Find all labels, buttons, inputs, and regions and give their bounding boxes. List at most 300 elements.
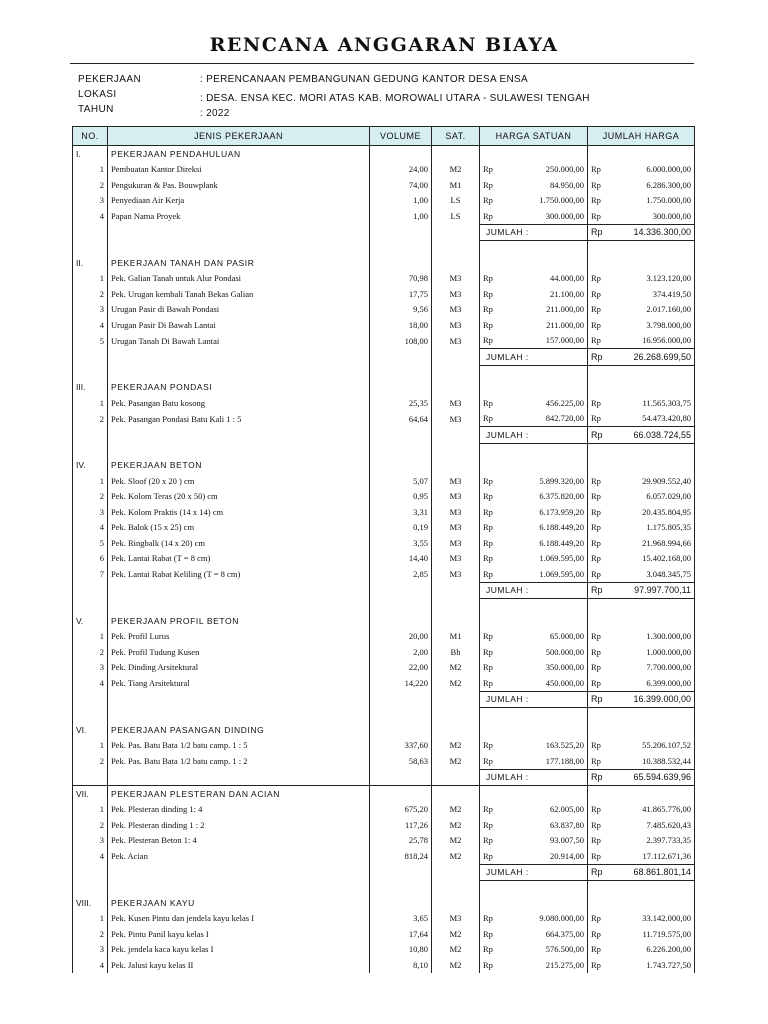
item-unit-price (480, 942, 588, 958)
item-description: Pek. Plesteran dinding 1: 4 (108, 802, 370, 818)
item-description: Urugan Tanah Di Bawah Lantai (108, 333, 370, 349)
total-price-amount: 6.000.000,00 (646, 164, 691, 175)
item-number: 3 (73, 302, 108, 318)
item-unit: Bh (432, 644, 480, 660)
section-total-currency: Rp (591, 227, 603, 238)
total-price-amount: 7.700.000,00 (646, 662, 691, 673)
item-total-price (588, 177, 695, 193)
unit-price-currency: Rp (483, 491, 493, 502)
item-number: 2 (73, 926, 108, 942)
spacer-row (73, 241, 695, 256)
section-total-amount: 26.268.699,50 (633, 351, 691, 362)
item-unit-price (480, 802, 588, 818)
item-total-price (588, 162, 695, 178)
unit-price-currency: Rp (483, 522, 493, 533)
total-price-currency: Rp (591, 553, 601, 564)
header-jumlah-harga: JUMLAH HARGA (588, 127, 695, 146)
empty-cell (370, 895, 432, 911)
unit-price-amount: 1.069.595,00 (539, 568, 584, 579)
item-unit-price (480, 926, 588, 942)
item-unit-price (480, 675, 588, 691)
section-number: V. (73, 613, 108, 629)
unit-price-amount: 1.069.595,00 (539, 553, 584, 564)
total-price-currency: Rp (591, 944, 601, 955)
unit-price-amount: 300.000,00 (545, 210, 584, 221)
item-description: Pek. Kolom Praktis (14 x 14) cm (108, 504, 370, 520)
empty-cell (370, 864, 432, 881)
section-total-label: JUMLAH : (480, 349, 588, 366)
table-row (73, 489, 695, 505)
empty-cell (432, 349, 480, 366)
unit-price-amount: 21.100,00 (550, 288, 584, 299)
item-unit: M2 (432, 942, 480, 958)
unit-price-currency: Rp (483, 288, 493, 299)
total-price-currency: Rp (591, 677, 601, 688)
unit-price-currency: Rp (483, 319, 493, 330)
item-description: Pek. Kusen Pintu dan jendela kayu kelas I (108, 911, 370, 927)
item-volume: 14,40 (370, 551, 432, 567)
item-total-price (588, 957, 695, 973)
section-header-row (73, 722, 695, 738)
empty-cell (432, 458, 480, 474)
empty-cell (480, 722, 588, 738)
item-volume: 1,00 (370, 193, 432, 209)
item-unit: M3 (432, 317, 480, 333)
table-row (73, 753, 695, 769)
header-jenis-pekerjaan: JENIS PEKERJAAN (108, 127, 370, 146)
section-number: VIII. (73, 895, 108, 911)
table-row (73, 629, 695, 645)
item-number: 1 (73, 473, 108, 489)
section-title: PEKERJAAN PASANGAN DINDING (108, 722, 370, 738)
empty-cell (73, 708, 108, 723)
section-total-currency: Rp (591, 867, 603, 878)
empty-cell (480, 881, 588, 896)
item-unit: M3 (432, 535, 480, 551)
empty-cell (370, 691, 432, 708)
table-row (73, 473, 695, 489)
table-row (73, 177, 695, 193)
empty-cell (73, 241, 108, 256)
item-total-price (588, 193, 695, 209)
unit-price-amount: 6.188.449,20 (539, 522, 584, 533)
table-row (73, 675, 695, 691)
item-total-price (588, 911, 695, 927)
empty-cell (588, 599, 695, 614)
empty-cell (370, 255, 432, 271)
item-description: Pek. Profil Lurus (108, 629, 370, 645)
item-number: 3 (73, 193, 108, 209)
total-price-currency: Rp (591, 195, 601, 206)
empty-cell (432, 146, 480, 162)
item-volume: 70,98 (370, 271, 432, 287)
section-number: VII. (73, 786, 108, 802)
item-unit-price (480, 473, 588, 489)
item-total-price (588, 551, 695, 567)
item-description: Pek. Ringbalk (14 x 20) cm (108, 535, 370, 551)
item-unit: M3 (432, 395, 480, 411)
empty-cell (432, 255, 480, 271)
item-number: 4 (73, 675, 108, 691)
item-unit: M3 (432, 271, 480, 287)
item-number: 2 (73, 644, 108, 660)
section-number: IV. (73, 458, 108, 474)
empty-cell (108, 769, 370, 786)
item-description: Pek. Acian (108, 848, 370, 864)
total-price-currency: Rp (591, 568, 601, 579)
item-unit-price (480, 644, 588, 660)
unit-price-currency: Rp (483, 304, 493, 315)
spacer-row (73, 365, 695, 380)
empty-cell (480, 786, 588, 802)
item-unit: M3 (432, 302, 480, 318)
item-description: Pek. Pintu Panil kayu kelas I (108, 926, 370, 942)
empty-cell (588, 241, 695, 256)
header-volume: VOLUME (370, 127, 432, 146)
item-description: Penyediaan Air Kerja (108, 193, 370, 209)
item-unit-price (480, 317, 588, 333)
item-unit: M3 (432, 911, 480, 927)
empty-cell (588, 365, 695, 380)
item-unit-price (480, 551, 588, 567)
empty-cell (432, 722, 480, 738)
item-number: 3 (73, 833, 108, 849)
item-volume: 58,63 (370, 753, 432, 769)
total-price-amount: 11.565.303,75 (642, 397, 691, 408)
unit-price-currency: Rp (483, 677, 493, 688)
item-description: Urugan Pasir di Bawah Pondasi (108, 302, 370, 318)
empty-cell (108, 881, 370, 896)
unit-price-amount: 250.000,00 (545, 164, 584, 175)
item-volume: 10,80 (370, 942, 432, 958)
item-volume: 337,60 (370, 738, 432, 754)
item-volume: 0,95 (370, 489, 432, 505)
total-price-currency: Rp (591, 835, 601, 846)
unit-price-amount: 1.750.000,00 (539, 195, 584, 206)
total-price-amount: 3.048.345,75 (646, 568, 691, 579)
table-row (73, 551, 695, 567)
header-satuan: SAT. (432, 127, 480, 146)
empty-cell (480, 443, 588, 458)
section-total-value (588, 691, 695, 708)
unit-price-amount: 6.188.449,20 (539, 537, 584, 548)
total-price-currency: Rp (591, 959, 601, 970)
item-description: Urugan Pasir Di Bawah Lantai (108, 317, 370, 333)
unit-price-currency: Rp (483, 913, 493, 924)
item-total-price (588, 333, 695, 349)
item-unit-price (480, 660, 588, 676)
unit-price-currency: Rp (483, 553, 493, 564)
item-description: Pek. Kolom Teras (20 x 50) cm (108, 489, 370, 505)
meta-label-tahun: TAHUN (78, 104, 114, 115)
total-price-amount: 6.057.029,00 (646, 491, 691, 502)
item-number: 3 (73, 504, 108, 520)
section-number: VI. (73, 722, 108, 738)
unit-price-amount: 44.000,00 (550, 273, 584, 284)
empty-cell (73, 224, 108, 241)
item-unit-price (480, 848, 588, 864)
empty-cell (108, 427, 370, 444)
item-total-price (588, 802, 695, 818)
empty-cell (73, 881, 108, 896)
unit-price-currency: Rp (483, 210, 493, 221)
title-divider (70, 63, 694, 64)
section-total-amount: 97.997.700,11 (634, 585, 691, 596)
table-row (73, 957, 695, 973)
item-unit: M3 (432, 566, 480, 582)
item-number: 2 (73, 753, 108, 769)
empty-cell (108, 241, 370, 256)
unit-price-amount: 177.188,00 (545, 755, 584, 766)
empty-cell (370, 582, 432, 599)
item-unit-price (480, 504, 588, 520)
item-unit: M3 (432, 473, 480, 489)
item-unit: M1 (432, 629, 480, 645)
section-total-value (588, 582, 695, 599)
item-volume: 108,00 (370, 333, 432, 349)
item-unit-price (480, 208, 588, 224)
unit-price-currency: Rp (483, 850, 493, 861)
section-header-row (73, 380, 695, 396)
unit-price-currency: Rp (483, 335, 493, 346)
total-price-amount: 17.112.671,36 (642, 850, 691, 861)
total-price-currency: Rp (591, 288, 601, 299)
empty-cell (370, 224, 432, 241)
section-total-row (73, 427, 695, 444)
total-price-currency: Rp (591, 755, 601, 766)
section-title: PEKERJAAN PONDASI (108, 380, 370, 396)
total-price-amount: 7.485.620,43 (646, 819, 691, 830)
table-row (73, 644, 695, 660)
unit-price-amount: 6.173.959,20 (539, 506, 584, 517)
item-unit: M1 (432, 177, 480, 193)
section-total-row (73, 691, 695, 708)
item-volume: 3,55 (370, 535, 432, 551)
section-number: III. (73, 380, 108, 396)
unit-price-amount: 211.000,00 (546, 304, 584, 315)
item-total-price (588, 286, 695, 302)
item-number: 7 (73, 566, 108, 582)
item-description: Pek. Urugan kembali Tanah Bekas Galian (108, 286, 370, 302)
unit-price-amount: 842.720,00 (545, 413, 584, 424)
total-price-amount: 55.206.107,52 (642, 740, 691, 751)
item-unit-price (480, 411, 588, 427)
section-total-currency: Rp (591, 351, 603, 362)
empty-cell (73, 864, 108, 881)
empty-cell (370, 722, 432, 738)
total-price-currency: Rp (591, 913, 601, 924)
section-total-label: JUMLAH : (480, 427, 588, 444)
unit-price-amount: 500.000,00 (545, 646, 584, 657)
empty-cell (73, 365, 108, 380)
unit-price-currency: Rp (483, 755, 493, 766)
table-row (73, 942, 695, 958)
item-unit: M2 (432, 738, 480, 754)
item-unit-price (480, 911, 588, 927)
budget-table (72, 126, 695, 973)
unit-price-amount: 63.837,80 (550, 819, 584, 830)
table-header-row (73, 127, 695, 146)
item-number: 3 (73, 942, 108, 958)
item-number: 4 (73, 520, 108, 536)
total-price-currency: Rp (591, 850, 601, 861)
unit-price-amount: 350.000,00 (545, 662, 584, 673)
section-total-label: JUMLAH : (480, 769, 588, 786)
section-total-currency: Rp (591, 694, 603, 705)
table-row (73, 162, 695, 178)
item-total-price (588, 473, 695, 489)
item-volume: 24,00 (370, 162, 432, 178)
item-volume: 2,85 (370, 566, 432, 582)
empty-cell (432, 895, 480, 911)
item-unit-price (480, 333, 588, 349)
item-volume: 3,31 (370, 504, 432, 520)
total-price-amount: 21.968.994,66 (642, 537, 691, 548)
section-total-amount: 66.038.724,55 (633, 429, 691, 440)
unit-price-currency: Rp (483, 804, 493, 815)
total-price-currency: Rp (591, 319, 601, 330)
meta-value-pekerjaan: : PERENCANAAN PEMBANGUNAN GEDUNG KANTOR DESA ENSA (200, 74, 528, 85)
item-description: Pek. jendela kaca kayu kelas I (108, 942, 370, 958)
unit-price-amount: 93.007,50 (550, 835, 584, 846)
empty-cell (588, 895, 695, 911)
item-volume: 5,07 (370, 473, 432, 489)
section-title: PEKERJAAN PROFIL BETON (108, 613, 370, 629)
item-total-price (588, 833, 695, 849)
total-price-currency: Rp (591, 491, 601, 502)
item-description: Pek. Tiang Arsitektural (108, 675, 370, 691)
item-number: 1 (73, 738, 108, 754)
item-total-price (588, 738, 695, 754)
spacer-row (73, 708, 695, 723)
unit-price-amount: 20.914,00 (550, 850, 584, 861)
item-description: Pek. Pasangan Pondasi Batu Kali 1 : 5 (108, 411, 370, 427)
spacer-row (73, 443, 695, 458)
item-total-price (588, 208, 695, 224)
empty-cell (588, 881, 695, 896)
item-description: Pek. Galian Tanah untuk Alur Pondasi (108, 271, 370, 287)
empty-cell (480, 895, 588, 911)
total-price-currency: Rp (591, 164, 601, 175)
item-description: Pek. Lantai Rabat Keliling (T = 8 cm) (108, 566, 370, 582)
spacer-row (73, 599, 695, 614)
item-total-price (588, 520, 695, 536)
item-description: Pek. Plesteran dinding 1 : 2 (108, 817, 370, 833)
total-price-currency: Rp (591, 740, 601, 751)
item-unit-price (480, 535, 588, 551)
empty-cell (370, 427, 432, 444)
section-total-label: JUMLAH : (480, 582, 588, 599)
item-volume: 17,64 (370, 926, 432, 942)
empty-cell (370, 380, 432, 396)
table-row (73, 802, 695, 818)
meta-label-pekerjaan: PEKERJAAN (78, 74, 142, 85)
section-total-value (588, 224, 695, 241)
unit-price-amount: 84.950,00 (550, 179, 584, 190)
item-unit: M2 (432, 675, 480, 691)
unit-price-amount: 9.080.000,00 (539, 913, 584, 924)
empty-cell (432, 582, 480, 599)
total-price-amount: 15.402.168,00 (642, 553, 691, 564)
total-price-amount: 11.719.575,00 (642, 928, 691, 939)
table-row (73, 566, 695, 582)
total-price-amount: 6.399.000,00 (646, 677, 691, 688)
empty-cell (370, 708, 432, 723)
total-price-currency: Rp (591, 631, 601, 642)
empty-cell (432, 881, 480, 896)
unit-price-currency: Rp (483, 662, 493, 673)
section-header-row (73, 458, 695, 474)
section-header-row (73, 255, 695, 271)
item-unit-price (480, 177, 588, 193)
table-row (73, 738, 695, 754)
item-description: Pek. Plesteran Beton 1: 4 (108, 833, 370, 849)
item-description: Papan Nama Proyek (108, 208, 370, 224)
empty-cell (73, 443, 108, 458)
empty-cell (588, 786, 695, 802)
section-total-row (73, 224, 695, 241)
empty-cell (108, 349, 370, 366)
unit-price-amount: 456.225,00 (545, 397, 584, 408)
item-description: Pek. Pas. Batu Bata 1/2 batu camp. 1 : 5 (108, 738, 370, 754)
unit-price-currency: Rp (483, 537, 493, 548)
total-price-amount: 16.956.000,00 (642, 335, 691, 346)
item-number: 4 (73, 957, 108, 973)
item-description: Pek. Dinding Arsitektural (108, 660, 370, 676)
item-unit: M2 (432, 802, 480, 818)
table-row (73, 926, 695, 942)
total-price-currency: Rp (591, 210, 601, 221)
item-volume: 2,00 (370, 644, 432, 660)
unit-price-currency: Rp (483, 397, 493, 408)
total-price-currency: Rp (591, 537, 601, 548)
item-volume: 25,78 (370, 833, 432, 849)
item-number: 4 (73, 848, 108, 864)
empty-cell (432, 427, 480, 444)
total-price-amount: 2.017.160,00 (646, 304, 691, 315)
item-description: Pek. Sloof (20 x 20 ) cm (108, 473, 370, 489)
item-total-price (588, 660, 695, 676)
item-unit: M3 (432, 489, 480, 505)
total-price-currency: Rp (591, 397, 601, 408)
item-description: Pek. Lantai Rabat (T = 8 cm) (108, 551, 370, 567)
item-volume: 9,56 (370, 302, 432, 318)
empty-cell (432, 786, 480, 802)
section-total-row (73, 769, 695, 786)
table-row (73, 302, 695, 318)
item-unit-price (480, 957, 588, 973)
item-total-price (588, 942, 695, 958)
section-total-value (588, 349, 695, 366)
section-title: PEKERJAAN KAYU (108, 895, 370, 911)
item-volume: 818,24 (370, 848, 432, 864)
empty-cell (588, 443, 695, 458)
empty-cell (588, 722, 695, 738)
item-unit: M2 (432, 848, 480, 864)
empty-cell (370, 769, 432, 786)
table-row (73, 848, 695, 864)
item-volume: 8,10 (370, 957, 432, 973)
empty-cell (588, 708, 695, 723)
empty-cell (108, 224, 370, 241)
item-unit: LS (432, 193, 480, 209)
meta-value-lokasi: : DESA. ENSA KEC. MORI ATAS KAB. MOROWALI UTARA - SULAWESI TENGAH (200, 93, 590, 104)
table-row (73, 911, 695, 927)
item-number: 2 (73, 489, 108, 505)
unit-price-amount: 5.899.320,00 (539, 475, 584, 486)
empty-cell (108, 599, 370, 614)
total-price-currency: Rp (591, 662, 601, 673)
